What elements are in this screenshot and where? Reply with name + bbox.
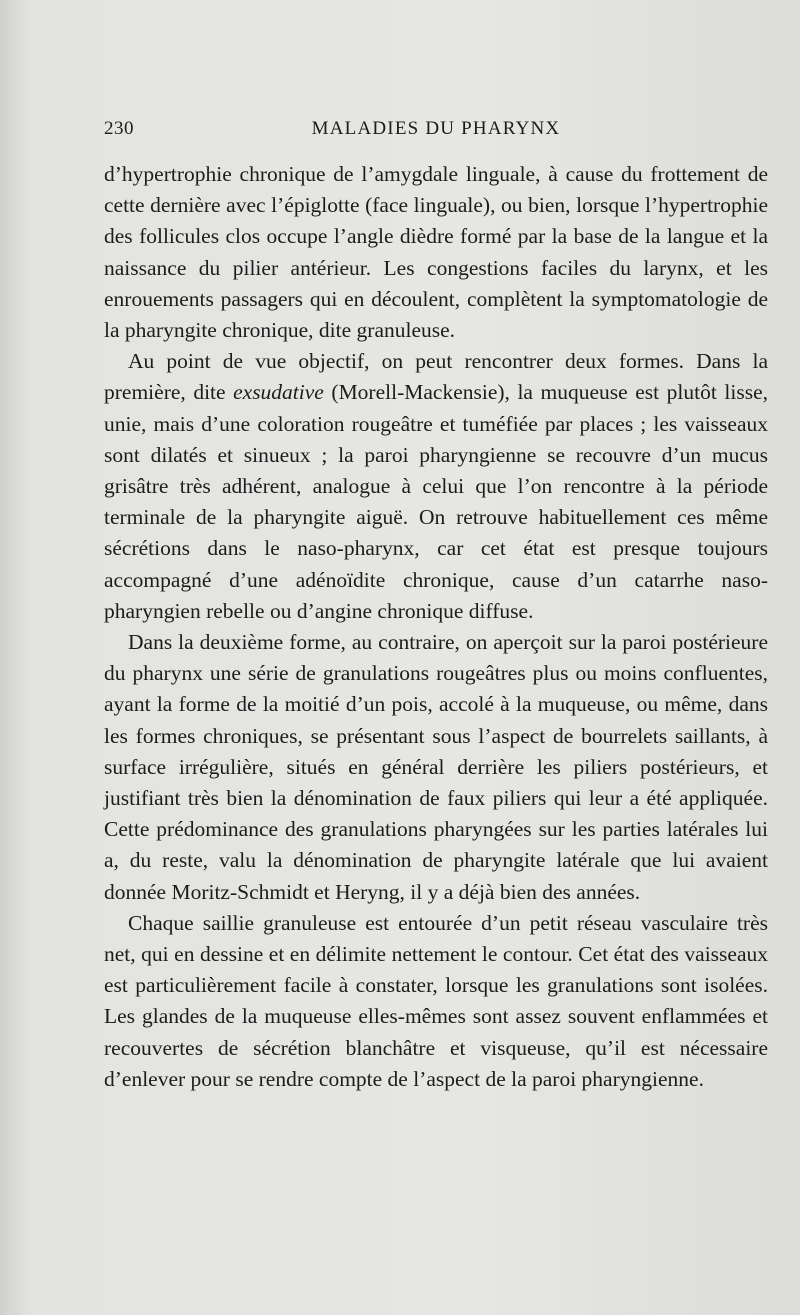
paragraph-text: Dans la deuxième forme, au contraire, on aperçoit sur la paroi postérieure du pharynx une série de granulations rougeâtres plus ou moins confluentes, ayant la forme de la moitié d’un pois, accolé à la muqueuse, ou même, dans les formes chroniques, se présentant sous l’aspect de bourrelets saillants, à surface irrégulière, situés en général derrière les piliers postérieurs, et justifiant très bien la dénomination de faux piliers qui leur a été appliquée. Cette prédominance des granulations pharyngées sur les parties latérales lui a, du reste, valu la dénomination de pharyngite latérale que lui avaient donnée Moritz-Schmidt et Heryng, il y a déjà bien des années. — [104, 630, 768, 904]
running-title: MALADIES DU PHARYNX — [311, 118, 561, 139]
body-text — [104, 159, 768, 1095]
paragraph-text: Au point de vue objectif, on peut rencontrer deux formes. Dans la première, dite — [104, 349, 768, 405]
paragraph-text: Chaque saillie granuleuse est entourée d’un petit réseau vasculaire très net, qui en dessine et en délimite nettement le contour. Cet état des vaisseaux est particulièrement facile à constater, lorsque les granulations sont isolées. Les glandes de la muqueuse elles-mêmes sont assez souvent enflammées et recouvertes de sécrétion blanchâtre et visqueuse, qu’il est nécessaire d’enlever pour se rendre compte de l’aspect de la paroi pharyngienne. — [104, 910, 768, 1091]
paragraph-objective-forms — [104, 346, 768, 627]
paragraph-second-form — [104, 627, 768, 908]
paragraph-granular-projections — [104, 908, 768, 1095]
page-header — [104, 118, 768, 146]
paragraph-text: (Morell-Mackensie), la muqueuse est plutôt lisse, unie, mais d’une coloration rougeâtre et tuméfiée par places ; les vaisseaux sont dilatés et sinueux ; la paroi pharyngienne se recouvre d’un mucus grisâtre très adhérent, analogue à celui que l’on rencontre à la période terminale de la pharyngite aiguë. On retrouve habituellement ces même sécrétions dans le naso-pharynx, car cet état est presque toujours accompagné d’une adénoïdite chronique, cause d’un catarrhe naso-pharyngien rebelle ou d’angine chronique diffuse. — [104, 380, 768, 623]
page-number: 230 — [104, 118, 134, 139]
italic-term: exsudative — [233, 380, 324, 405]
paragraph-text: d’hypertrophie chronique de l’amygdale linguale, à cause du frottement de cette dernière avec l’épiglotte (face linguale), ou bien, lorsque l’hypertrophie des follicules clos occupe l’angle dièdre formé par la base de la langue et la naissance du pilier antérieur. Les congestions faciles du larynx, et les enrouements passagers qui en découlent, complètent la symptomatologie de la pharyngite chronique, dite granuleuse. — [104, 162, 768, 343]
paragraph-continuation — [104, 159, 768, 346]
